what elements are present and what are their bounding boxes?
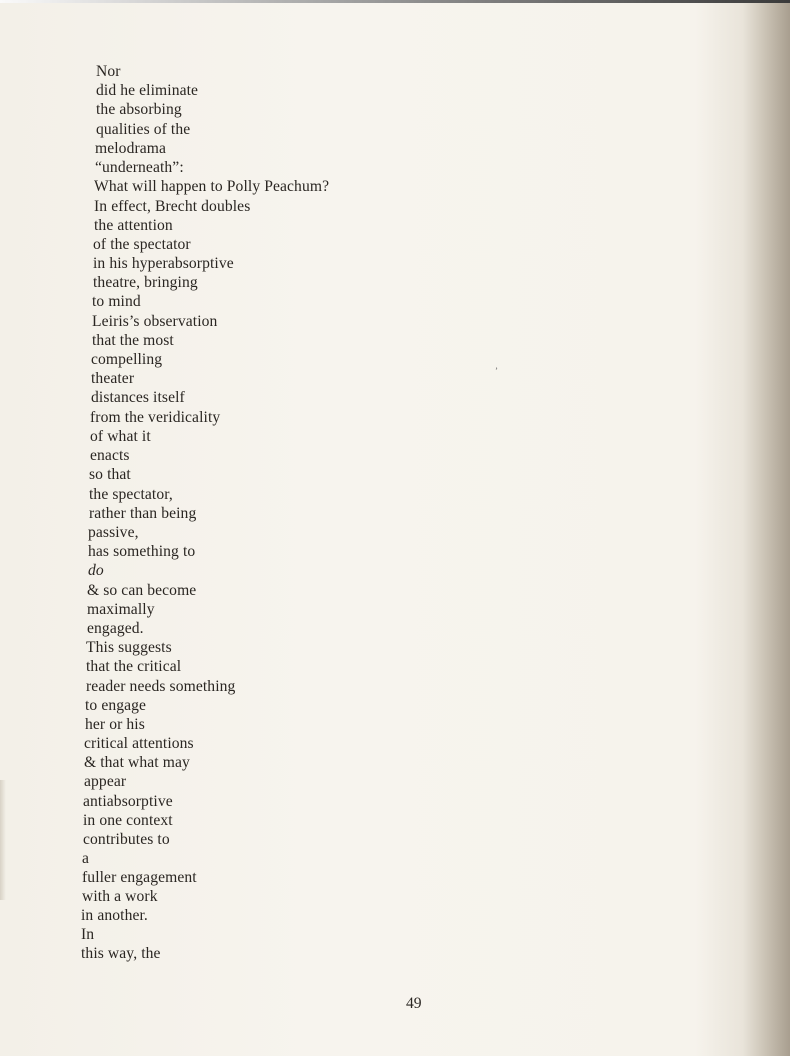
poem-line: antiabsorptive	[83, 793, 173, 810]
poem-line: a	[82, 850, 90, 867]
poem-line: contributes to	[83, 831, 170, 848]
poem-line: has something to	[88, 543, 196, 560]
poem-line: In effect, Brecht doubles	[94, 198, 251, 215]
poem-line: of what it	[90, 428, 151, 445]
poem-line: theater	[91, 370, 135, 387]
poem-line: this way, the	[81, 945, 161, 962]
page-top-edge	[0, 0, 790, 3]
page-edge-shadow	[0, 780, 6, 900]
poem-line: theatre, bringing	[93, 274, 198, 291]
page-number: 49	[406, 995, 422, 1012]
poem-line: reader needs something	[86, 678, 236, 695]
poem-line: This suggests	[86, 639, 172, 656]
poem-line: the absorbing	[96, 101, 182, 118]
poem-line: melodrama	[95, 140, 167, 157]
poem-line: critical attentions	[84, 735, 194, 752]
poem-line: in one context	[83, 812, 173, 829]
poem-line: & so can become	[87, 582, 197, 599]
poem-line: passive,	[88, 524, 139, 541]
poem-line: What will happen to Polly Peachum?	[94, 178, 330, 195]
poem-line: “underneath”:	[95, 159, 184, 176]
poem-line: compelling	[91, 351, 163, 368]
poem-line: that the critical	[86, 658, 182, 675]
poem-line: enacts	[90, 447, 130, 464]
poem-line: her or his	[85, 716, 145, 733]
poem-line: fuller engagement	[82, 869, 197, 886]
poem-line: from the veridicality	[90, 409, 221, 426]
poem-line: to engage	[85, 697, 147, 714]
poem-line: with a work	[82, 888, 158, 905]
poem-line: so that	[89, 466, 131, 483]
poem-line: the spectator,	[89, 486, 173, 503]
stray-mark: ’	[495, 366, 498, 376]
poem-line: Nor	[96, 63, 121, 80]
poem-line: appear	[84, 773, 127, 790]
poem-line: in another.	[81, 907, 148, 924]
poem-line: & that what may	[84, 754, 190, 771]
poem-line: Leiris’s observation	[92, 313, 218, 330]
poem-line: maximally	[87, 601, 155, 618]
poem-line: distances itself	[91, 389, 185, 406]
poem-line: In	[81, 926, 95, 943]
poem-line: did he eliminate	[96, 82, 199, 99]
poem-line: the attention	[94, 217, 173, 234]
poem-line: qualities of the	[96, 121, 191, 138]
poem-line-italic: do	[88, 562, 104, 579]
poem-line: in his hyperabsorptive	[93, 255, 234, 272]
poem-line: to mind	[92, 293, 141, 310]
poem-line: engaged.	[87, 620, 144, 637]
poem-line: that the most	[92, 332, 174, 349]
poem-line: rather than being	[89, 505, 197, 522]
poem-line: of the spectator	[93, 236, 191, 253]
